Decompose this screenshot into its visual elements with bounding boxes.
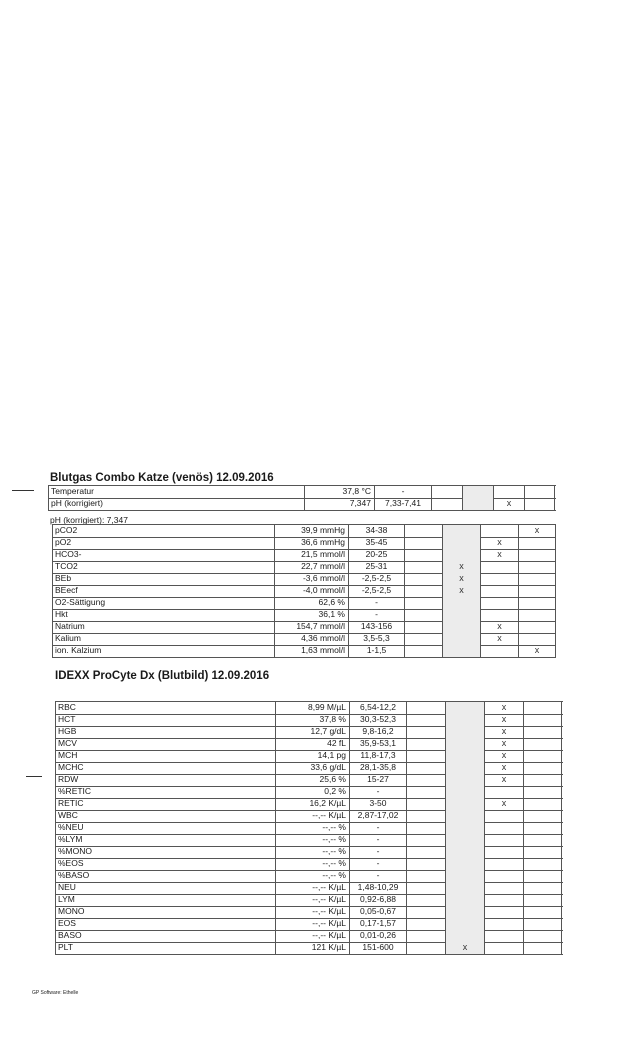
blutgas-range-mark <box>480 585 518 597</box>
idexx-range-mark <box>406 846 445 858</box>
idexx-range-mark <box>445 726 484 738</box>
blutgas-param-name: BEecf <box>52 585 274 597</box>
blutgas-subtitle: pH (korrigiert): 7,347 <box>50 515 128 525</box>
idexx-range-mark <box>406 882 445 894</box>
idexx-result-value: 8,99 M/µL <box>275 702 349 714</box>
blutgas-range-mark <box>518 621 556 633</box>
idexx-range-mark <box>484 846 523 858</box>
idexx-param-name: NEU <box>55 882 275 894</box>
blutgas-range-mark <box>480 597 518 609</box>
blutgas-top-range-mark <box>431 498 462 510</box>
blutgas-top-result-value: 7,347 <box>304 498 374 510</box>
blutgas-row <box>52 645 556 658</box>
blutgas-range-mark <box>518 549 556 561</box>
idexx-result-value: 16,2 K/µL <box>275 798 349 810</box>
idexx-range-mark <box>523 798 562 810</box>
blutgas-result-value: 1,63 mmol/l <box>274 645 348 657</box>
blutgas-reference-range: -2,5-2,5 <box>348 585 404 597</box>
idexx-range-mark: x <box>484 774 523 786</box>
idexx-result-value: --,-- % <box>275 846 349 858</box>
idexx-range-mark <box>445 846 484 858</box>
idexx-range-mark <box>406 918 445 930</box>
idexx-param-name: %RETIC <box>55 786 275 798</box>
blutgas-range-mark: x <box>442 561 480 573</box>
blutgas-param-name: HCO3- <box>52 549 274 561</box>
blutgas-result-value: 39,9 mmHg <box>274 525 348 537</box>
idexx-reference-range: 15-27 <box>349 774 406 786</box>
blutgas-range-mark <box>480 645 518 657</box>
idexx-range-mark <box>445 870 484 882</box>
blutgas-range-mark <box>404 525 442 537</box>
blutgas-reference-range: 3,5-5,3 <box>348 633 404 645</box>
idexx-range-mark <box>445 894 484 906</box>
blutgas-top-reference-range: 7,33-7,41 <box>374 498 431 510</box>
blutgas-range-mark <box>404 585 442 597</box>
idexx-range-mark <box>445 834 484 846</box>
blutgas-range-mark: x <box>480 537 518 549</box>
blutgas-range-mark <box>518 561 556 573</box>
blutgas-top-row <box>48 498 556 511</box>
idexx-range-mark: x <box>484 750 523 762</box>
idexx-range-mark <box>484 858 523 870</box>
idexx-reference-range: 9,8-16,2 <box>349 726 406 738</box>
idexx-range-mark <box>406 906 445 918</box>
blutgas-range-mark <box>480 573 518 585</box>
idexx-range-mark <box>406 834 445 846</box>
blutgas-range-mark <box>518 585 556 597</box>
blutgas-param-name: pO2 <box>52 537 274 549</box>
idexx-range-mark <box>445 750 484 762</box>
idexx-result-value: --,-- % <box>275 834 349 846</box>
idexx-range-mark <box>523 702 562 714</box>
idexx-range-mark <box>445 918 484 930</box>
blutgas-reference-range: - <box>348 597 404 609</box>
idexx-result-value: --,-- K/µL <box>275 906 349 918</box>
idexx-result-value: --,-- K/µL <box>275 810 349 822</box>
idexx-range-mark <box>406 738 445 750</box>
blutgas-range-mark <box>404 609 442 621</box>
idexx-param-name: %MONO <box>55 846 275 858</box>
idexx-reference-range: 30,3-52,3 <box>349 714 406 726</box>
idexx-result-value: 42 fL <box>275 738 349 750</box>
blutgas-range-mark <box>518 573 556 585</box>
blutgas-reference-range: 25-31 <box>348 561 404 573</box>
blutgas-range-mark <box>404 645 442 657</box>
idexx-range-mark <box>445 714 484 726</box>
blutgas-result-value: 22,7 mmol/l <box>274 561 348 573</box>
idexx-range-mark <box>523 942 562 954</box>
idexx-range-mark <box>406 714 445 726</box>
blutgas-top-range-mark: x <box>493 498 524 510</box>
blutgas-reference-range: 34-38 <box>348 525 404 537</box>
footer-software: GP Software: Ethelle <box>32 990 79 996</box>
idexx-param-name: HGB <box>55 726 275 738</box>
blutgas-reference-range: -2,5-2,5 <box>348 573 404 585</box>
blutgas-range-mark <box>442 645 480 657</box>
idexx-param-name: %BASO <box>55 870 275 882</box>
blutgas-range-mark <box>404 537 442 549</box>
blutgas-reference-range: 1-1,5 <box>348 645 404 657</box>
blutgas-top-param-name: pH (korrigiert) <box>48 498 304 510</box>
blutgas-result-value: 36,6 mmHg <box>274 537 348 549</box>
idexx-result-value: --,-- % <box>275 858 349 870</box>
idexx-param-name: PLT <box>55 942 275 954</box>
blutgas-top-range-mark <box>524 498 555 510</box>
idexx-range-mark <box>484 942 523 954</box>
blutgas-range-mark <box>442 537 480 549</box>
margin-mark-bottom <box>26 776 42 777</box>
idexx-reference-range: 28,1-35,8 <box>349 762 406 774</box>
idexx-param-name: %NEU <box>55 822 275 834</box>
idexx-reference-range: 11,8-17,3 <box>349 750 406 762</box>
idexx-reference-range: 0,05-0,67 <box>349 906 406 918</box>
idexx-range-mark <box>445 798 484 810</box>
idexx-range-mark <box>445 822 484 834</box>
blutgas-range-mark <box>518 537 556 549</box>
idexx-range-mark <box>445 702 484 714</box>
idexx-range-mark <box>445 738 484 750</box>
idexx-reference-range: - <box>349 786 406 798</box>
idexx-table <box>55 701 563 954</box>
idexx-range-mark <box>406 702 445 714</box>
blutgas-result-value: 154,7 mmol/l <box>274 621 348 633</box>
blutgas-reference-range: 35-45 <box>348 537 404 549</box>
idexx-row <box>55 942 563 955</box>
idexx-result-value: 0,2 % <box>275 786 349 798</box>
idexx-param-name: %EOS <box>55 858 275 870</box>
idexx-reference-range: 35,9-53,1 <box>349 738 406 750</box>
idexx-reference-range: - <box>349 846 406 858</box>
idexx-param-name: MONO <box>55 906 275 918</box>
idexx-range-mark <box>523 774 562 786</box>
idexx-range-mark <box>523 882 562 894</box>
idexx-range-mark <box>445 762 484 774</box>
idexx-result-value: 12,7 g/dL <box>275 726 349 738</box>
blutgas-top-range-mark <box>493 486 524 498</box>
blutgas-reference-range: 20-25 <box>348 549 404 561</box>
blutgas-range-mark <box>404 597 442 609</box>
blutgas-range-mark <box>480 609 518 621</box>
idexx-range-mark <box>484 930 523 942</box>
blutgas-range-mark <box>480 525 518 537</box>
idexx-param-name: HCT <box>55 714 275 726</box>
idexx-range-mark <box>523 870 562 882</box>
idexx-range-mark <box>406 942 445 954</box>
idexx-reference-range: - <box>349 858 406 870</box>
idexx-param-name: MCHC <box>55 762 275 774</box>
blutgas-range-mark <box>442 549 480 561</box>
blutgas-range-mark <box>518 609 556 621</box>
blutgas-reference-range: - <box>348 609 404 621</box>
idexx-range-mark <box>484 870 523 882</box>
blutgas-range-mark: x <box>480 633 518 645</box>
blutgas-range-mark: x <box>480 621 518 633</box>
idexx-result-value: 121 K/µL <box>275 942 349 954</box>
idexx-reference-range: - <box>349 834 406 846</box>
idexx-range-mark <box>406 822 445 834</box>
idexx-range-mark <box>445 858 484 870</box>
idexx-range-mark: x <box>484 726 523 738</box>
blutgas-param-name: pCO2 <box>52 525 274 537</box>
blutgas-range-mark <box>404 621 442 633</box>
blutgas-range-mark <box>404 549 442 561</box>
idexx-param-name: MCH <box>55 750 275 762</box>
blutgas-range-mark <box>442 633 480 645</box>
idexx-range-mark <box>406 930 445 942</box>
idexx-range-mark <box>445 930 484 942</box>
idexx-range-mark: x <box>445 942 484 954</box>
idexx-reference-range: - <box>349 822 406 834</box>
idexx-range-mark: x <box>484 738 523 750</box>
idexx-range-mark <box>445 786 484 798</box>
blutgas-range-mark: x <box>442 585 480 597</box>
idexx-range-mark <box>484 894 523 906</box>
idexx-range-mark <box>406 786 445 798</box>
idexx-result-value: --,-- % <box>275 822 349 834</box>
idexx-result-value: --,-- K/µL <box>275 930 349 942</box>
margin-mark-top <box>12 490 34 491</box>
idexx-param-name: BASO <box>55 930 275 942</box>
idexx-range-mark <box>484 810 523 822</box>
blutgas-range-mark <box>518 633 556 645</box>
idexx-range-mark <box>523 762 562 774</box>
blutgas-top-range-mark <box>462 498 493 510</box>
blutgas-title: Blutgas Combo Katze (venös) 12.09.2016 <box>50 472 274 484</box>
idexx-result-value: --,-- K/µL <box>275 882 349 894</box>
idexx-range-mark <box>445 906 484 918</box>
idexx-range-mark <box>406 894 445 906</box>
idexx-range-mark: x <box>484 762 523 774</box>
idexx-reference-range: 1,48-10,29 <box>349 882 406 894</box>
idexx-reference-range: 2,87-17,02 <box>349 810 406 822</box>
idexx-param-name: EOS <box>55 918 275 930</box>
idexx-range-mark: x <box>484 714 523 726</box>
blutgas-result-value: 62,6 % <box>274 597 348 609</box>
idexx-result-value: --,-- % <box>275 870 349 882</box>
idexx-reference-range: - <box>349 870 406 882</box>
idexx-range-mark <box>523 918 562 930</box>
idexx-reference-range: 0,17-1,57 <box>349 918 406 930</box>
idexx-reference-range: 0,92-6,88 <box>349 894 406 906</box>
idexx-range-mark <box>523 834 562 846</box>
idexx-range-mark <box>523 810 562 822</box>
idexx-reference-range: 3-50 <box>349 798 406 810</box>
blutgas-range-mark: x <box>518 525 556 537</box>
idexx-result-value: --,-- K/µL <box>275 918 349 930</box>
blutgas-range-mark <box>442 609 480 621</box>
idexx-range-mark <box>406 726 445 738</box>
blutgas-reference-range: 143-156 <box>348 621 404 633</box>
idexx-param-name: %LYM <box>55 834 275 846</box>
blutgas-range-mark <box>442 621 480 633</box>
idexx-result-value: 33,6 g/dL <box>275 762 349 774</box>
blutgas-top-range-mark <box>524 486 555 498</box>
blutgas-param-name: Natrium <box>52 621 274 633</box>
idexx-range-mark <box>523 822 562 834</box>
idexx-range-mark <box>445 882 484 894</box>
blutgas-range-mark: x <box>442 573 480 585</box>
blutgas-result-value: 36,1 % <box>274 609 348 621</box>
idexx-range-mark <box>406 762 445 774</box>
idexx-range-mark <box>484 822 523 834</box>
blutgas-top-table <box>48 485 556 510</box>
blutgas-result-value: -4,0 mmol/l <box>274 585 348 597</box>
blutgas-range-mark <box>518 597 556 609</box>
idexx-range-mark <box>445 774 484 786</box>
idexx-range-mark <box>523 714 562 726</box>
idexx-range-mark <box>484 786 523 798</box>
idexx-param-name: MCV <box>55 738 275 750</box>
blutgas-table <box>52 524 556 657</box>
blutgas-top-range-mark <box>431 486 462 498</box>
idexx-param-name: LYM <box>55 894 275 906</box>
blutgas-top-result-value: 37,8 °C <box>304 486 374 498</box>
idexx-range-mark <box>406 870 445 882</box>
idexx-result-value: 37,8 % <box>275 714 349 726</box>
blutgas-top-param-name: Temperatur <box>48 486 304 498</box>
idexx-range-mark: x <box>484 798 523 810</box>
blutgas-param-name: BEb <box>52 573 274 585</box>
idexx-range-mark: x <box>484 702 523 714</box>
blutgas-range-mark <box>442 525 480 537</box>
idexx-range-mark <box>523 906 562 918</box>
idexx-param-name: RETIC <box>55 798 275 810</box>
idexx-param-name: RBC <box>55 702 275 714</box>
blutgas-top-reference-range: - <box>374 486 431 498</box>
blutgas-result-value: -3,6 mmol/l <box>274 573 348 585</box>
idexx-range-mark <box>406 774 445 786</box>
blutgas-top-range-mark <box>462 486 493 498</box>
idexx-title: IDEXX ProCyte Dx (Blutbild) 12.09.2016 <box>55 670 270 682</box>
blutgas-param-name: Kalium <box>52 633 274 645</box>
idexx-range-mark <box>484 906 523 918</box>
blutgas-result-value: 21,5 mmol/l <box>274 549 348 561</box>
idexx-range-mark <box>523 846 562 858</box>
idexx-param-name: RDW <box>55 774 275 786</box>
idexx-range-mark <box>406 798 445 810</box>
blutgas-range-mark: x <box>480 549 518 561</box>
blutgas-range-mark <box>404 633 442 645</box>
blutgas-range-mark <box>404 573 442 585</box>
blutgas-param-name: O2-Sättigung <box>52 597 274 609</box>
idexx-range-mark <box>523 858 562 870</box>
idexx-range-mark <box>523 786 562 798</box>
idexx-result-value: 14,1 pg <box>275 750 349 762</box>
idexx-result-value: 25,6 % <box>275 774 349 786</box>
idexx-range-mark <box>523 894 562 906</box>
blutgas-param-name: ion. Kalzium <box>52 645 274 657</box>
idexx-result-value: --,-- K/µL <box>275 894 349 906</box>
idexx-range-mark <box>523 726 562 738</box>
idexx-range-mark <box>523 750 562 762</box>
idexx-reference-range: 151-600 <box>349 942 406 954</box>
idexx-range-mark <box>406 810 445 822</box>
idexx-reference-range: 6,54-12,2 <box>349 702 406 714</box>
idexx-range-mark <box>406 858 445 870</box>
blutgas-range-mark <box>480 561 518 573</box>
idexx-param-name: WBC <box>55 810 275 822</box>
blutgas-range-mark <box>404 561 442 573</box>
idexx-range-mark <box>523 738 562 750</box>
blutgas-range-mark: x <box>518 645 556 657</box>
blutgas-param-name: TCO2 <box>52 561 274 573</box>
idexx-range-mark <box>523 930 562 942</box>
idexx-range-mark <box>484 834 523 846</box>
idexx-range-mark <box>406 750 445 762</box>
idexx-range-mark <box>445 810 484 822</box>
blutgas-result-value: 4,36 mmol/l <box>274 633 348 645</box>
blutgas-param-name: Hkt <box>52 609 274 621</box>
idexx-range-mark <box>484 918 523 930</box>
idexx-range-mark <box>484 882 523 894</box>
idexx-reference-range: 0,01-0,26 <box>349 930 406 942</box>
blutgas-range-mark <box>442 597 480 609</box>
